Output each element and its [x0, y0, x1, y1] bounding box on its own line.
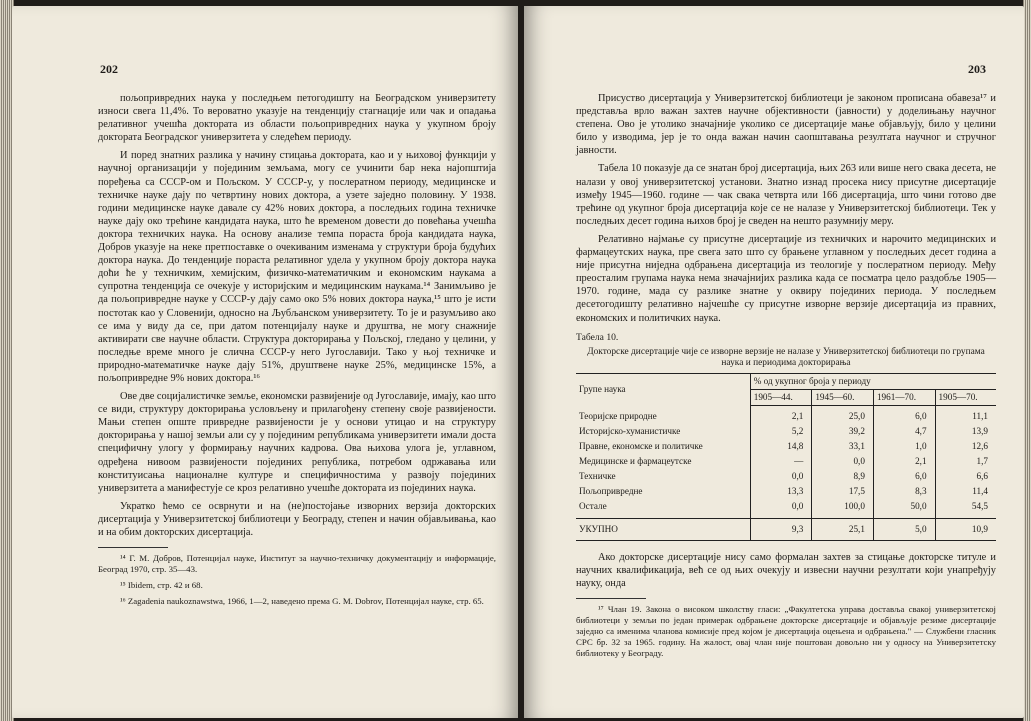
right-page [524, 6, 1024, 718]
table-cell: 11,4 [935, 484, 996, 499]
table-caption: Докторске дисертације чије се изворне верзије не налазе у Универзитетској библиотеци по групама наука и периодима докторирања [587, 346, 985, 369]
table-cell: 17,5 [812, 484, 874, 499]
table-cell: 11,1 [935, 405, 996, 424]
table-cell: 6,0 [873, 469, 935, 484]
paragraph: Присуство дисертација у Универзитетској библиотеци је законом прописана обавеза¹⁷ и представља врло важан захтев научне објективности (јавности) у доделињању научног степена. Ово је утолико значајније уколико се дисертације мање објављују, било у целини било у изводима, јер је то онда важан начин саопштавања резултата научног и стручног јавности. [576, 93, 996, 157]
table-cell: 8,9 [812, 469, 874, 484]
row-name: Теоријске природне [579, 410, 657, 421]
page-edges-right [1023, 0, 1031, 721]
page-number-left: 202 [100, 62, 118, 76]
total-cell: 9,3 [750, 518, 812, 540]
total-cell: 10,9 [935, 518, 996, 540]
right-page-text [576, 92, 996, 664]
total-label: УКУПНО [576, 518, 750, 540]
group-header: Групе наука [576, 373, 750, 405]
table-cell: 14,8 [750, 439, 812, 454]
table-cell: 12,6 [935, 439, 996, 454]
page-number-right: 203 [968, 62, 986, 76]
row-name: Историјско-хуманистичке [579, 425, 681, 436]
table-row [576, 499, 996, 518]
period-header: 1961—70. [873, 389, 935, 405]
table-row [576, 439, 996, 454]
paragraph: Ако докторске дисертације нису само формалан захтев за стицање докторске титуле и научних квалификација, већ се од њих очекују и извесни научни резултати који унапређују науку, онда [576, 551, 996, 589]
table-cell: 50,0 [873, 499, 935, 518]
row-name: Пољопривредне [579, 486, 643, 497]
paragraph: Табела 10 показује да се знатан број дисертација, њих 263 или више него свака десета, не налази у овој универзитетској установи. Знатно изнад просека нису присутне дисертације између 1945—1960. године — чак свака четврта или 166 дисертација, што чини готово две трећине од укупног броја дисертација које се не налазе у Универзитетској библиотеци. Тек у последњих десет година њихов број је сведен на нешто разумнију меру. [576, 163, 996, 227]
table-row [576, 469, 996, 484]
table-cell: 13,3 [750, 484, 812, 499]
table-cell: 5,2 [750, 424, 812, 439]
table-cell: 6,0 [873, 405, 935, 424]
row-name: Медицинске и фармацеутске [579, 456, 692, 467]
period-header: 1905—44. [750, 389, 812, 405]
total-row [576, 518, 996, 540]
table-cell: 100,0 [812, 499, 874, 518]
table-cell: 25,0 [812, 405, 874, 424]
table-row [576, 484, 996, 499]
table-cell: 33,1 [812, 439, 874, 454]
period-header: 1945—60. [812, 389, 874, 405]
data-table [576, 373, 996, 541]
left-page [12, 6, 518, 718]
table-cell: 6,6 [935, 469, 996, 484]
paragraph: пољопривредних наука у последњем петогодишту на Београдском универзитету износи свега 11,4%. То вероватно указује на тенденцију стагнације или чак и опадања релативног учешћа доктората из области пољопривредних наука у укупном броју доктората Београдског универзитета у следећем периоду. [98, 93, 496, 144]
table-cell: 2,1 [750, 405, 812, 424]
footnote-rule [98, 547, 168, 548]
table-cell: — [750, 454, 812, 469]
table-cell: 13,9 [935, 424, 996, 439]
left-page-text [98, 92, 496, 612]
total-cell: 25,1 [812, 518, 874, 540]
table-cell: 54,5 [935, 499, 996, 518]
table-row [576, 405, 996, 424]
paragraph: И поред знатних разлика у начину стицања доктората, као и у њиховој функцији у научној организацији у појединим земљама, могу се учинити бар нека најопштија поређења са СССР-ом и Пољском. У СССР-у, у послератном периоду, медицинске и техничке науке дају по четвртину нових доктора, а узете заједно половину. У 1938. години медицинске науке давале су 42% нових доктора, а последњих година техничке науке дају око трећине кандидата наука, што ће временом довести до повећања учешћа доктора техничких наука. На основу анализе темпа пораста броја кандидата наука, Добров указује на неке претпоставке о очекиваним изменама у структури броја будућих доктора наука. До тенденције пораста релативног удела у укупном броју доктора наука доћи ће у техничким, хемијским, физичко-математичким и економским наукама а супротна тенденција се очекује у историјским и медицинским наукама.¹⁴ Занимљиво је да пољопривредне науке у СССР-у дају само око 5% нових доктора наука,¹⁵ што је исти постотак као у Словенији, односно на Љубљанском универзитету. То је и разумљиво ако се има у виду да се, при датом потенцијалу науке и друштва, не могу снажније активирати све научне области. Структура докторирања у Пољској, гледано у целини, у последње време много је слична СССР-у него Југославији. Тако у њој техничке и природно-математичке науке дају 51%, друштвене науке 25%, медицинске 15%, а пољопривредне 9% нових доктора.¹⁶ [98, 150, 496, 384]
footnote: ¹⁵ Ibidem, стр. 42 и 68. [120, 580, 203, 591]
period-header: 1905—70. [935, 389, 996, 405]
paragraph: Укратко ћемо се осврнути и на (не)постојање изворних верзија докторских дисертација у Универзитетској библиотеци у Београду, степен и начин објављивања, као и на обим докторских дисертација. [98, 500, 496, 538]
footnote: ¹⁴ Г. М. Добров, Потенцијал науке, Институт за научно-техничку документацију и информације, Београд 1970, стр. 35—43. [98, 553, 496, 575]
paragraph: Релативно најмање су присутне дисертације из техничких и нарочито медицинских и фармацеутских наука, пре свега зато што су брањене углавном у последњих десет година а није присутна ниједна одбрањена дисертација из теологије у послератном периоду. Међу преосталим групама наука нема значајнијих разлика када се посматра цело раздобље 1905—1970. године, мада су разлике знатне у оквиру појединих периода. У последњем десетогодишту релативно најчешће су присутне изворне верзије дисертација из правних, економских и политичких наука. [576, 233, 996, 324]
table-cell: 1,7 [935, 454, 996, 469]
footnote-rule [576, 598, 646, 599]
table-cell: 39,2 [812, 424, 874, 439]
table-row [576, 454, 996, 469]
table-cell: 0,0 [750, 469, 812, 484]
table-cell: 0,0 [750, 499, 812, 518]
total-cell: 5,0 [873, 518, 935, 540]
table-cell: 0,0 [812, 454, 874, 469]
row-name: Техничке [579, 471, 616, 482]
table-row [576, 424, 996, 439]
footnote: ¹⁷ Члан 19. Закона о високом школству гласи: „Факултетска управа доставља свакој универзитетској библиотеци у земљи по један примерак одбрањене докторске дисертације и објављује резиме дисертације заједно са именима чланова комисије пред којом је дисертација оцењена и одбрањена." — Службени гласник СРС бр. 32 за 1965. годину. На жалост, овај члан није поштован довољно ни у односу на Универзитетску библиотеку у Београду. [576, 603, 996, 658]
table-label: Табела 10. [576, 331, 619, 343]
table-cell: 2,1 [873, 454, 935, 469]
paragraph: Ове две социјалистичке земље, економски развијеније од Југославије, имају, као што се види, структуру докторирања условљену и прилагођену степену своје развијености. Мањи степен опште привредне развијености је у основи утицао и на структуру докторирања у нашој земљи али су у појединим републикама универзитети имали доста специфичну улогу у формирању научних кадрова. Ова њихова улога је, углавном, одређена нивоом развијености појединих република, потребом одржавања или конституисања националне културе и специфичностима у развоју појединих универзитета а манифестује се кроз релативно учешће доктората из појединих наука. [98, 391, 496, 494]
table-cell: 4,7 [873, 424, 935, 439]
row-name: Остале [579, 501, 607, 512]
span-header: % од укупног броја у периоду [750, 373, 996, 389]
table-cell: 8,3 [873, 484, 935, 499]
row-name: Правне, економске и политичке [579, 441, 703, 452]
footnote: ¹⁶ Zagadenia naukoznawstwa, 1966, 1—2, наведено према G. M. Dobrov, Потенцијал науке, стр. 65. [120, 596, 484, 607]
table-cell: 1,0 [873, 439, 935, 454]
